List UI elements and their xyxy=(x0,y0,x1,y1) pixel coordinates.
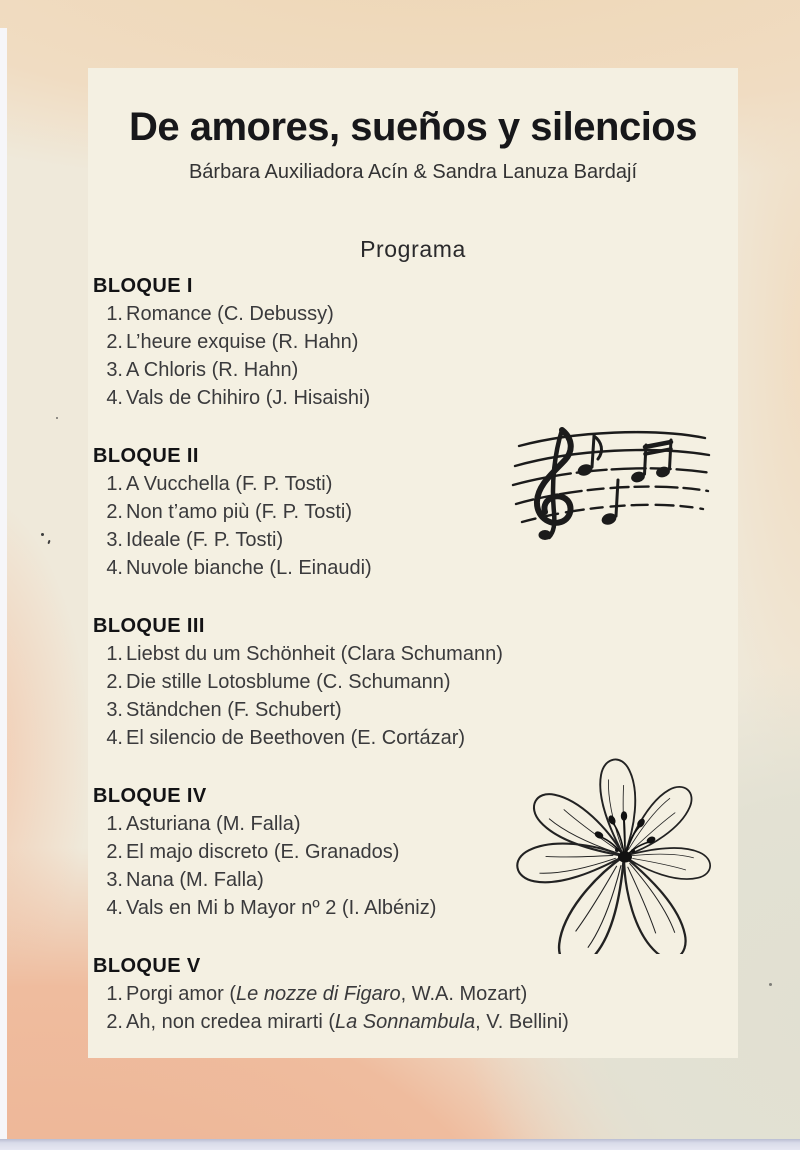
block-items xyxy=(93,640,738,752)
program-item: 1. Asturiana (M. Falla) xyxy=(106,813,301,835)
program-item: 1. Liebst du um Schönheit (Clara Schumann) xyxy=(106,643,503,665)
ink-speck xyxy=(41,533,44,536)
program-item: 2. El majo discreto (E. Granados) xyxy=(106,841,400,863)
block-label: BLOQUE III xyxy=(93,615,205,637)
program-item: 1. Romance (C. Debussy) xyxy=(106,303,334,325)
program-item: 3. Ständchen (F. Schubert) xyxy=(106,699,342,721)
program-block-5 xyxy=(93,952,738,1036)
program-item: 3. Ideale (F. P. Tosti) xyxy=(106,529,284,551)
program-heading: Programa xyxy=(360,236,466,262)
program-item: 4. El silencio de Beethoven (E. Cortázar) xyxy=(106,727,466,749)
program-item: 4. Vals de Chihiro (J. Hisaishi) xyxy=(106,387,371,409)
program-block-1 xyxy=(93,272,738,412)
program-item: 1. A Vucchella (F. P. Tosti) xyxy=(106,473,333,495)
block-items xyxy=(93,980,738,1036)
block-items xyxy=(93,300,738,412)
page-edge-left xyxy=(0,28,7,1139)
program-item: 2. Die stille Lotosblume (C. Schumann) xyxy=(106,671,451,693)
page-edge-bottom xyxy=(0,1139,800,1150)
program-item: 3. Nana (M. Falla) xyxy=(106,869,264,891)
program-block-2 xyxy=(93,442,738,582)
program-item: 4. Vals en Mi b Mayor nº 2 (I. Albéniz) xyxy=(106,897,437,919)
block-label: BLOQUE II xyxy=(93,445,199,467)
program-block-4 xyxy=(93,782,738,922)
program-item: 2. Non t’amo più (F. P. Tosti) xyxy=(106,501,353,523)
block-label: BLOQUE I xyxy=(93,275,193,297)
ink-speck xyxy=(769,983,772,986)
program-item: 1. Porgi amor (Le nozze di Figaro, W.A. Mozart) xyxy=(106,983,528,1005)
block-items xyxy=(93,810,738,922)
program-item: 2. L’heure exquise (R. Hahn) xyxy=(106,331,359,353)
program-item: 2. Ah, non credea mirarti (La Sonnambula, V. Bellini) xyxy=(106,1011,569,1033)
program-item: 3. A Chloris (R. Hahn) xyxy=(106,359,299,381)
program-item: 4. Nuvole bianche (L. Einaudi) xyxy=(106,557,372,579)
block-items xyxy=(93,470,738,582)
program-card xyxy=(88,68,738,1058)
ink-speck xyxy=(56,417,58,419)
block-label: BLOQUE IV xyxy=(93,785,207,807)
performers: Bárbara Auxiliadora Acín & Sandra Lanuza Bardají xyxy=(188,161,638,183)
block-label: BLOQUE V xyxy=(93,955,201,977)
page-title: De amores, sueños y silencios xyxy=(129,105,697,149)
program-block-3 xyxy=(93,612,738,752)
